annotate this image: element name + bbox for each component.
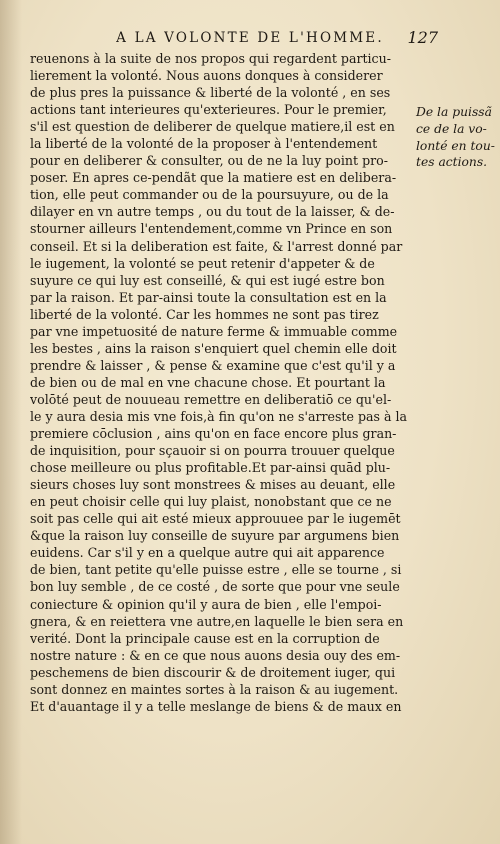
text-line: Et d'auantage il y a telle meslange de biens & de maux en — [30, 698, 402, 714]
text-line: le y aura desia mis vne fois,à fin qu'on ne s'arreste pas à la — [30, 408, 408, 424]
text-line: sieurs choses luy sont monstrees & mises au deuant, elle — [30, 477, 396, 493]
text-line: de inquisition, pour sçauoir si on pourra trouuer quelque — [30, 443, 395, 459]
text-line: dilayer en vn autre temps , ou du tout de la laisser, & de- — [30, 204, 395, 220]
text-line: conseil. Et si la deliberation est faite, & l'arrest donné par — [30, 238, 403, 254]
marginal-note-line: De la puissã — [416, 105, 492, 119]
text-line: coniecture & opinion qu'il y aura de bien , elle l'empoi- — [30, 596, 382, 612]
text-line: verité. Dont la principale cause est en la corruption de — [30, 630, 380, 646]
text-line: lierement la volonté. Nous auons donques à considerer — [30, 68, 383, 84]
text-line: par la raison. Et par-ainsi toute la consultation est en la — [30, 289, 387, 305]
text-line: bon luy semble , de ce costé , de sorte que pour vne seule — [30, 579, 400, 595]
text-line: le iugement, la volonté se peut retenir d'appeter & de — [30, 255, 375, 271]
text-line: en peut choisir celle qui luy plaist, nonobstant que ce ne — [30, 494, 392, 510]
text-line: la liberté de la volonté de la proposer à l'entendement — [30, 136, 378, 152]
marginal-note-line: ce de la vo- — [416, 121, 487, 136]
text-line: &que la raison luy conseille de suyure par argumens bien — [30, 528, 400, 544]
text-line: poser. En apres ce-pendãt que la matiere est en delibera- — [30, 170, 397, 186]
text-line: euidens. Car s'il y en a quelque autre qui ait apparence — [30, 545, 385, 561]
text-line: de plus pres la puissance & liberté de la volonté , en ses — [30, 85, 391, 101]
gutter-shadow — [0, 0, 22, 844]
text-line: s'il est question de deliberer de quelque matiere,il est en — [30, 119, 395, 135]
marginal-note-line: lonté en tou- — [416, 138, 495, 153]
text-line: reuenons à la suite de nos propos qui regardent particu- — [30, 51, 391, 66]
running-head: A LA VOLONTE DE L'HOMME. — [116, 30, 384, 46]
text-line: prendre & laisser , & pense & examine que c'est qu'il y a — [30, 357, 396, 373]
text-line: liberté de la volonté. Car les hommes ne sont pas tirez — [30, 306, 379, 322]
text-line: gnera, & en reiettera vne autre,en laquelle le bien sera en — [30, 613, 404, 629]
text-line: suyure ce qui luy est conseillé, & qui est iugé estre bon — [30, 272, 385, 288]
text-line: chose meilleure ou plus profitable.Et par-ainsi quād plu- — [30, 460, 391, 476]
text-line: de bien ou de mal en vne chacune chose. Et pourtant la — [30, 374, 386, 390]
text-line: soit pas celle qui ait esté mieux approuuee par le iugemēt — [30, 511, 401, 527]
text-line: de bien, tant petite qu'elle puisse estre , elle se tourne , si — [30, 562, 402, 578]
text-line: sont donnez en maintes sortes à la raison & au iugement. — [30, 681, 399, 697]
marginal-note — [416, 104, 500, 171]
body-text — [30, 50, 414, 715]
text-line: tion, elle peut commander ou de la poursuyure, ou de la — [30, 187, 389, 203]
text-line: premiere cōclusion , ains qu'on en face encore plus gran- — [30, 426, 397, 442]
text-line: nostre nature : & en ce que nous auons desia ouy des em- — [30, 647, 401, 663]
text-line: pour en deliberer & consulter, ou de ne la luy point pro- — [30, 153, 388, 169]
page-number: 127 — [407, 28, 438, 47]
text-line: stourner ailleurs l'entendement,comme vn Prince en son — [30, 221, 393, 237]
text-line: peschemens de bien discourir & de droitement iuger, qui — [30, 664, 396, 680]
text-line: par vne impetuosité de nature ferme & immuable comme — [30, 323, 398, 339]
marginal-note-line: tes actions. — [416, 155, 488, 170]
text-line: volōté peut de nouueau remettre en deliberatiō ce qu'el- — [30, 391, 392, 407]
text-line: actions tant interieures qu'exterieures. Pour le premier, — [30, 102, 387, 118]
text-line: les bestes , ains la raison s'enquiert quel chemin elle doit — [30, 340, 397, 356]
